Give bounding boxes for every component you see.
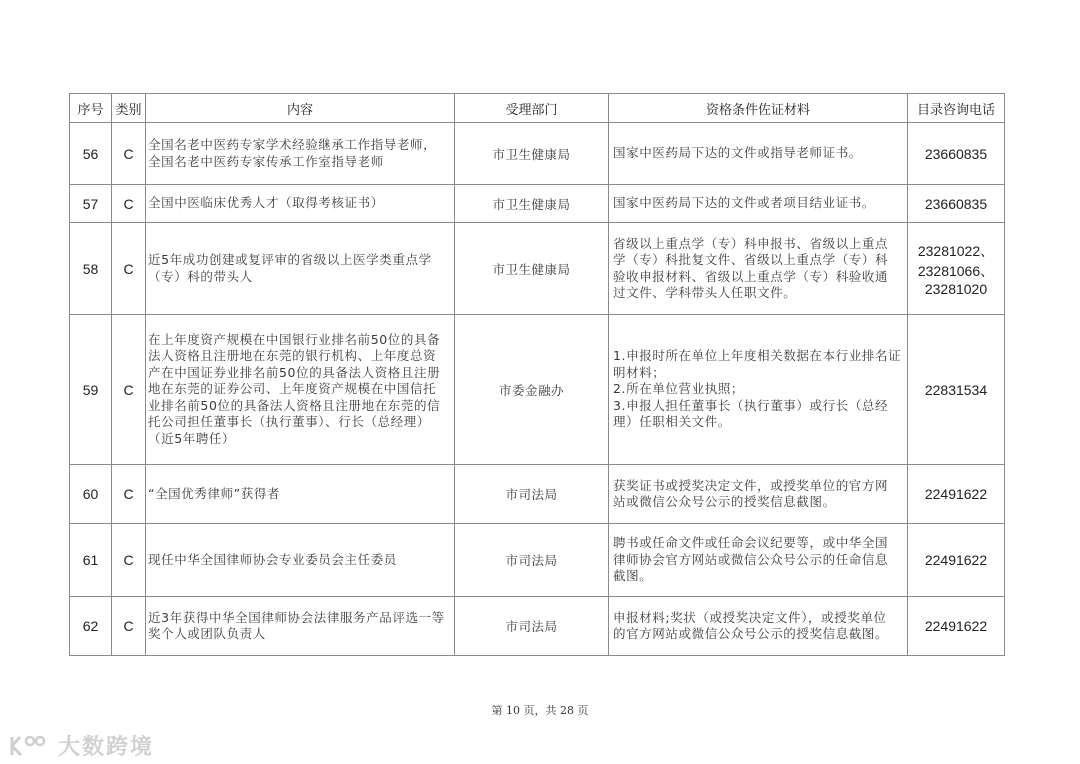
materials-line: 站或微信公众号公示的授奖信息截图。 <box>613 494 836 509</box>
materials-line: 理）任职相关文件。 <box>613 414 731 430</box>
cell-num: 57 <box>70 185 112 223</box>
phone-number: 23281022、 <box>917 242 995 259</box>
header-num: 序号 <box>70 94 112 123</box>
phone-number: 22491622 <box>924 486 988 502</box>
materials-line: 截图。 <box>613 568 653 584</box>
content-line: 托公司担任董事长（执行董事）、行长（总经理） <box>148 414 430 430</box>
cell-dept: 市司法局 <box>455 465 609 524</box>
header-materials: 资格条件佐证材料 <box>609 94 908 123</box>
cell-category: C <box>112 465 146 524</box>
content-line: 全国名老中医药专家传承工作室指导老师 <box>148 153 384 169</box>
cell-dept: 市卫生健康局 <box>455 223 609 315</box>
content-line: “全国优秀律师”获得者 <box>148 485 281 501</box>
content-line: 法人资格且注册地在东莞的银行机构、上年度总资 <box>148 348 437 364</box>
content-line: 全国中医临床优秀人才（取得考核证书） <box>148 195 384 211</box>
materials-line: 3.申报人担任董事长（执行董事）或行长（总经 <box>613 397 889 413</box>
table-row <box>70 597 1005 656</box>
cell-materials <box>609 223 908 315</box>
content-line: 现任中华全国律师协会专业委员会主任委员 <box>148 551 397 567</box>
cell-num: 56 <box>70 123 112 185</box>
cell-materials <box>609 465 908 524</box>
cell-dept: 市卫生健康局 <box>455 185 609 223</box>
materials-line: 律师协会官方网站或微信公众号公示的任命信息 <box>613 551 889 567</box>
table-row <box>70 123 1005 185</box>
materials-line: 验收申报材料、省级以上重点学（专）科验收通 <box>613 268 889 284</box>
table-row <box>70 223 1005 315</box>
content-line: 在上年度资产规模在中国银行业排名前50位的具备 <box>148 331 441 347</box>
header-dept: 受理部门 <box>455 94 609 123</box>
materials-line: 过文件、学科带头人任职文件。 <box>613 285 797 300</box>
cell-content <box>146 465 455 524</box>
cell-dept: 市委金融办 <box>455 315 609 465</box>
table-row <box>70 315 1005 465</box>
phone-number: 23281066、 <box>917 262 995 279</box>
cell-category: C <box>112 315 146 465</box>
cell-category: C <box>112 524 146 597</box>
cell-category: C <box>112 223 146 315</box>
content-line: 全国名老中医药专家学术经验继承工作指导老师， <box>148 137 437 152</box>
cell-category: C <box>112 597 146 656</box>
materials-line: 国家中医药局下达的文件或者项目结业证书。 <box>613 195 876 211</box>
watermark-text: 大数跨境 <box>58 735 155 760</box>
cell-materials <box>609 524 908 597</box>
materials-line: 明材料； <box>613 364 666 380</box>
table-row <box>70 524 1005 597</box>
materials-line: 2.所在单位营业执照； <box>613 381 745 397</box>
content-line: （近5年聘任） <box>148 430 236 446</box>
materials-line: 的官方网站或微信公众号公示的授奖信息截图。 <box>613 626 889 641</box>
logo-icon <box>8 733 52 759</box>
cell-num: 62 <box>70 597 112 656</box>
cell-num: 58 <box>70 223 112 315</box>
cell-content <box>146 123 455 185</box>
content-line: 近5年成功创建或复评审的省级以上医学类重点学 <box>148 252 432 267</box>
content-line: 业排名前50位的具备法人资格且注册地在东莞的信 <box>148 397 441 413</box>
cell-content <box>146 185 455 223</box>
phone-number: 23660835 <box>924 145 988 162</box>
cell-phone <box>908 123 1005 185</box>
cell-category: C <box>112 185 146 223</box>
cell-materials <box>609 185 908 223</box>
cell-dept: 市卫生健康局 <box>455 123 609 185</box>
cell-content <box>146 223 455 315</box>
content-line: 奖个人或团队负责人 <box>148 626 266 641</box>
cell-category: C <box>112 123 146 185</box>
cell-phone <box>908 223 1005 315</box>
table-row <box>70 185 1005 223</box>
materials-line: 省级以上重点学（专）科申报书、省级以上重点 <box>613 235 889 251</box>
qualification-table <box>69 93 1005 656</box>
phone-number: 22491622 <box>924 618 988 634</box>
cell-materials <box>609 315 908 465</box>
table-header-row <box>70 94 1005 123</box>
cell-content <box>146 315 455 465</box>
header-category: 类别 <box>112 94 146 123</box>
cell-phone <box>908 315 1005 465</box>
page-number: 第 10 页，共 28 页 <box>491 704 589 717</box>
materials-line: 1.申报时所在单位上年度相关数据在本行业排名证 <box>613 348 902 364</box>
cell-phone <box>908 185 1005 223</box>
materials-line: 申报材料;奖状（或授奖决定文件），或授奖单位 <box>613 609 887 625</box>
table-row <box>70 465 1005 524</box>
phone-number: 23660835 <box>924 195 988 212</box>
cell-content <box>146 524 455 597</box>
cell-materials <box>609 123 908 185</box>
cell-materials <box>609 597 908 656</box>
materials-line: 聘书或任命文件或任命会议纪要等，或中华全国 <box>613 535 889 551</box>
content-line: 地在东莞的证券公司、上年度资产规模在中国信托 <box>148 381 437 397</box>
cell-content <box>146 597 455 656</box>
materials-line: 学（专）科批复文件、省级以上重点学（专）科 <box>613 252 889 267</box>
materials-line: 获奖证书或授奖决定文件，或授奖单位的官方网 <box>613 477 889 493</box>
cell-phone <box>908 524 1005 597</box>
page-footer <box>0 702 1080 718</box>
cell-num: 59 <box>70 315 112 465</box>
content-line: 近3年获得中华全国律师协会法律服务产品评选一等 <box>148 609 445 625</box>
cell-phone <box>908 597 1005 656</box>
cell-num: 60 <box>70 465 112 524</box>
header-phone: 目录咨询电话 <box>908 94 1005 123</box>
content-line: 产在中国证券业排名前50位的具备法人资格且注册 <box>148 364 441 380</box>
cell-phone <box>908 465 1005 524</box>
phone-number: 22831534 <box>924 381 988 398</box>
cell-dept: 市司法局 <box>455 524 609 597</box>
watermark <box>8 730 154 761</box>
header-content: 内容 <box>146 94 455 123</box>
materials-line: 国家中医药局下达的文件或指导老师证书。 <box>613 145 862 161</box>
cell-dept: 市司法局 <box>455 597 609 656</box>
cell-num: 61 <box>70 524 112 597</box>
content-line: （专）科的带头人 <box>148 268 253 284</box>
phone-number: 22491622 <box>924 552 988 568</box>
phone-number: 23281020 <box>924 280 988 297</box>
